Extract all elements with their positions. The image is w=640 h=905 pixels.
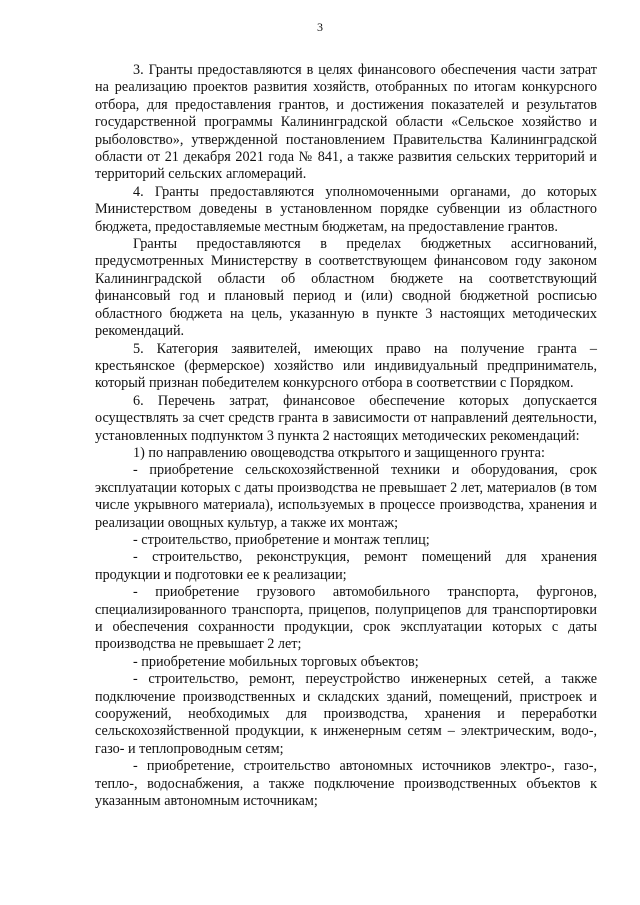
subitem-vegetable-growing: 1) по направлению овощеводства открытого и защищенного грунта: [133,444,545,461]
list-item: - строительство, приобретение и монтаж теплиц; [133,531,430,548]
page-number: 3 [317,20,323,34]
paragraph-grants-authorities: 4. Гранты предоставляются уполномоченными органами, до которых Министерством доведены в установленном порядке субвенции из областного бюджета, предоставляемые местным бюджетам, на предоставление грантов. [95,183,597,235]
paragraph-applicant-category: 5. Категория заявителей, имеющих право на получение гранта – крестьянское (фермерское) хозяйство или индивидуальный предприниматель, который признан победителем конкурсного отбора в соответствии с Порядком. [95,340,597,392]
list-item: - приобретение сельскохозяйственной техники и оборудования, срок эксплуатации которых с даты производства не превышает 2 лет, материалов (в том числе укрывного материала), используемых в процессе производства, хранения и реализации овощных культур, а также их монтаж; [95,462,597,531]
list-item: - приобретение мобильных торговых объектов; [133,653,419,670]
list-item: - приобретение грузового автомобильного транспорта, фургонов, специализированного транспорта, прицепов, полуприцепов для транспортировки и обеспечения сохранности продукции, срок эксплуатации которых с даты производства не превышает 2 лет; [95,584,597,653]
paragraph-grants-budget: Гранты предоставляются в пределах бюджетных ассигнований, предусмотренных Министерству в соответствующем финансовом году законом Калининградской области об областном бюджете на соответствующий финансовый год и плановый период и (или) сводной бюджетной росписью областного бюджета на цель, указанную в пункте 3 настоящих методических рекомендаций. [95,236,597,340]
list-item: - приобретение, строительство автономных источников электро-, газо-, тепло-, водоснабжения, а также подключение производственных объектов к указанным автономным источникам; [95,758,597,810]
paragraph-grants-purpose: 3. Гранты предоставляются в целях финансового обеспечения части затрат на реализацию проектов развития хозяйств, отобранных по итогам конкурсного отбора, для предоставления грантов, и достижения показателей и результатов государственной программы Калининградской области «Сельское хозяйство и рыболовство», утвержденной постановлением Правительства Калининградской области от 21 декабря 2021 года № 841, а также развития сельских территорий и территорий сельских агломераций. [95,62,597,183]
list-item: - строительство, ремонт, переустройство инженерных сетей, а также подключение производственных и складских зданий, помещений, пристроек и сооружений, необходимых для производства, хранения и переработки сельскохозяйственной продукции, к инженерным сетям – электрическим, водо-, газо- и теплопроводным сетям; [95,671,597,757]
paragraph-cost-list: 6. Перечень затрат, финансовое обеспечение которых допускается осуществлять за счет средств гранта в зависимости от направлений деятельности, установленных подпунктом 3 пункта 2 настоящих методических рекомендаций: [95,392,597,444]
list-item: - строительство, реконструкция, ремонт помещений для хранения продукции и подготовки ее к реализации; [95,549,597,583]
document-body [95,62,597,810]
